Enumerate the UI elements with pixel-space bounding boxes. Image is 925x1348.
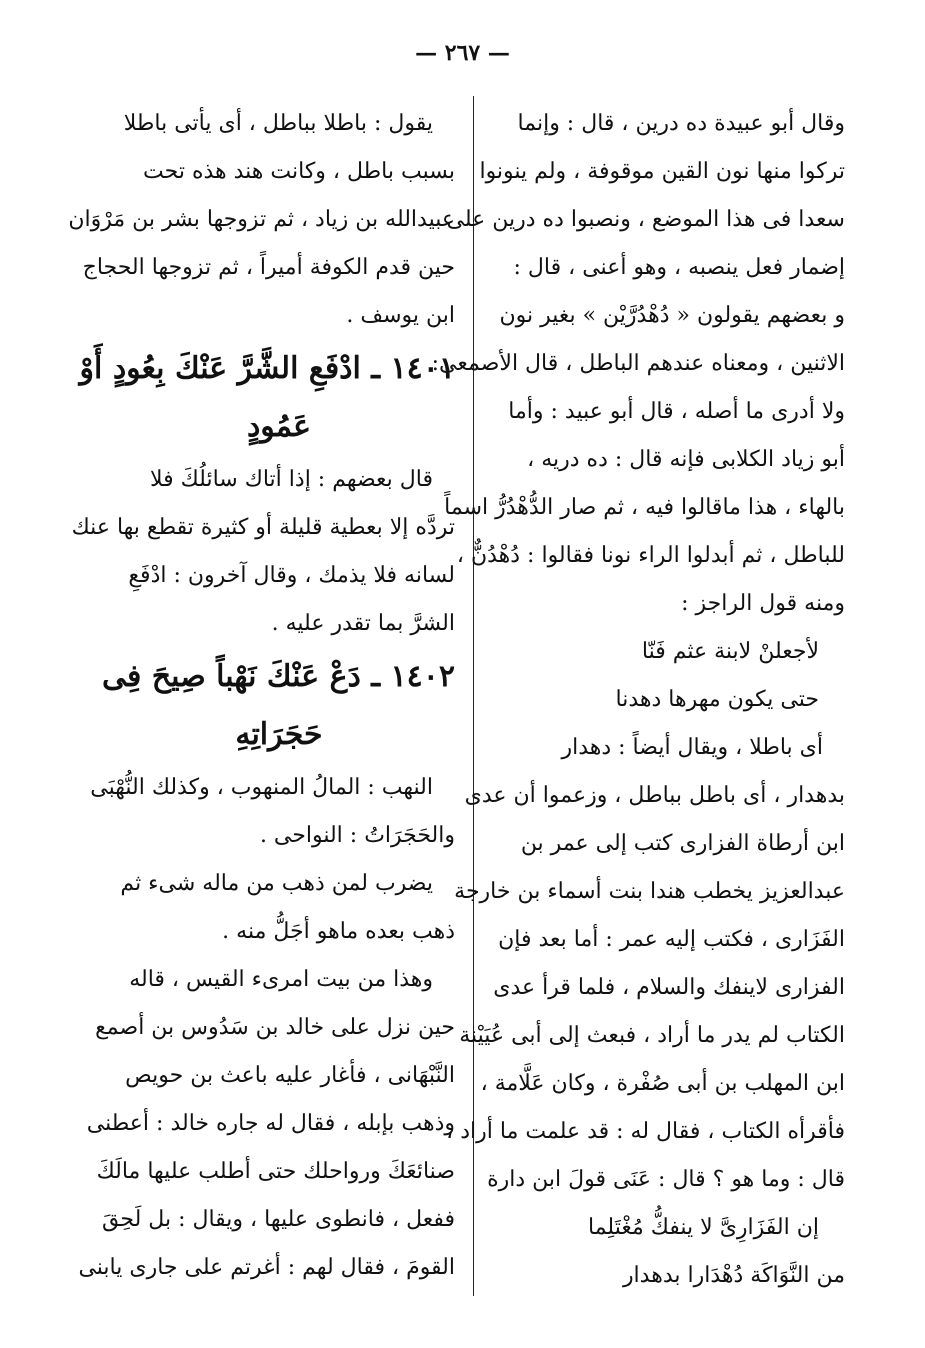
text-line: بدهدار ، أى باطل بباطل ، وزعموا أن عدى: [464, 783, 845, 808]
text-line: حين نزل على خالد بن سَدُوس بن أصمع: [95, 1015, 455, 1040]
verse-line: لأجعلنْ لابنة عثم فَنّا: [641, 639, 819, 664]
proverb-heading-1401: ١٤٠١ ـ ادْفَعِ الشَّرَّ عَنْكَ بِعُودٍ أَوْ: [79, 351, 455, 386]
text-line: أى باطلا ، ويقال أيضاً : دهدار: [561, 735, 823, 760]
proverb-heading-1402: ١٤٠٢ ـ دَعْ عَنْكَ نَهْباً صِيحَ فِى: [101, 659, 455, 694]
text-line: الفزارى لاينفك والسلام ، فلما قرأ عدى: [493, 975, 845, 1000]
text-line: بسبب باطل ، وكانت هند هذه تحت: [143, 159, 455, 184]
text-line: حين قدم الكوفة أميراً ، ثم تزوجها الحجاج: [82, 255, 455, 280]
proverb-heading-1401-continuation: عَمُودٍ: [246, 409, 312, 444]
left-column: [68, 100, 455, 1292]
text-line: قال : وما هو ؟ قال : عَنَى قولَ ابن دارة: [487, 1167, 845, 1192]
text-line: ففعل ، فانطوى عليها ، ويقال : بل لَحِقَ: [102, 1207, 455, 1232]
text-line: الاثنين ، ومعناه عندهم الباطل ، قال الأصمعى:: [431, 351, 845, 376]
text-line: القومَ ، فقال لهم : أغرتم على جارى يابنى: [78, 1255, 455, 1280]
text-line: يضرب لمن ذهب من ماله شىء ثم: [120, 871, 433, 896]
text-line: ولا أدرى ما أصله ، قال أبو عبيد : وأما: [508, 399, 845, 424]
text-line: للباطل ، ثم أبدلوا الراء نونا فقالوا : دُهْدُنٌّ ،: [456, 543, 845, 568]
text-line: النَّبْهَانى ، فأغار عليه باعث بن حويص: [125, 1063, 455, 1088]
verse-line: من النَّوَاكَة دُهْدَارا بدهدار: [622, 1263, 845, 1288]
text-line: تردَّه إلا بعطية قليلة أو كثيرة تقطع بها عنك: [71, 515, 455, 540]
proverb-heading-1402-continuation: حَجَرَاتِهِ: [235, 717, 323, 752]
text-line: إضمار فعل ينصبه ، وهو أعنى ، قال :: [513, 255, 845, 280]
text-line: قال بعضهم : إذا أتاك سائلُكَ فلا: [150, 467, 433, 492]
text-line: يقول : باطلا بباطل ، أى يأتى باطلا: [123, 111, 433, 136]
text-line: تركوا منها نون القين موقوفة ، ولم ينونوا: [479, 159, 845, 184]
text-line: وهذا من بيت امرىء القيس ، قاله: [129, 967, 433, 992]
text-line: و بعضهم يقولون « دُهْدُرَّيْن » بغير نون: [499, 303, 845, 328]
text-line: والحَجَرَاتُ : النواحى .: [259, 823, 455, 848]
page-number: — ٢٦٧ —: [415, 40, 510, 66]
text-line: عبدالعزيز يخطب هندا بنت أسماء بن خارجة: [454, 879, 845, 904]
right-column: [431, 100, 845, 1300]
text-line: أبو زياد الكلابى فإنه قال : ده دريه ،: [527, 447, 845, 472]
text-line: لسانه فلا يذمك ، وقال آخرون : ادْفَعِ: [128, 563, 455, 588]
text-line: ذهب بعده ماهو أجَلُّ منه .: [222, 919, 455, 944]
text-line: بالهاء ، هذا ماقالوا فيه ، ثم صار الدُّهْدُرُّ اسماً: [444, 495, 845, 520]
text-line: وذهب بإبله ، فقال له جاره خالد : أعطنى: [86, 1111, 455, 1136]
text-line: النهب : المالُ المنهوب ، وكذلك النُّهْبَى: [90, 775, 433, 800]
text-line: فأقرأه الكتاب ، فقال له : قد علمت ما أراد ،: [446, 1119, 845, 1144]
text-line: الفَزَارى ، فكتب إليه عمر : أما بعد فإن: [498, 927, 845, 952]
text-line: ومنه قول الراجز :: [681, 591, 845, 616]
text-line: ابن المهلب بن أبى صُفْرة ، وكان عَلَّامة ،: [480, 1071, 845, 1096]
text-line: صنائعَكَ ورواحلك حتى أطلب عليها مالَكَ: [96, 1159, 455, 1184]
text-line: الكتاب لم يدر ما أراد ، فبعث إلى أبى عُيَيْنة: [459, 1023, 845, 1048]
text-line: الشرَّ بما تقدر عليه .: [271, 611, 455, 636]
text-line: ابن يوسف .: [346, 303, 455, 328]
text-line: وقال أبو عبيدة ده درين ، قال : وإنما: [517, 111, 845, 136]
text-line: ابن أرطاة الفزارى كتب إلى عمر بن: [520, 831, 845, 856]
verse-line: حتى يكون مهرها دهدنا: [615, 687, 819, 712]
verse-line: إن الفَزَارِىَّ لا ينفكُّ مُغْتَلِما: [588, 1215, 819, 1240]
text-line: عبيدالله بن زياد ، ثم تزوجها بشر بن مَرْوَان: [68, 207, 455, 232]
text-line: سعدا فى هذا الموضع ، ونصبوا ده درين على: [446, 207, 845, 232]
